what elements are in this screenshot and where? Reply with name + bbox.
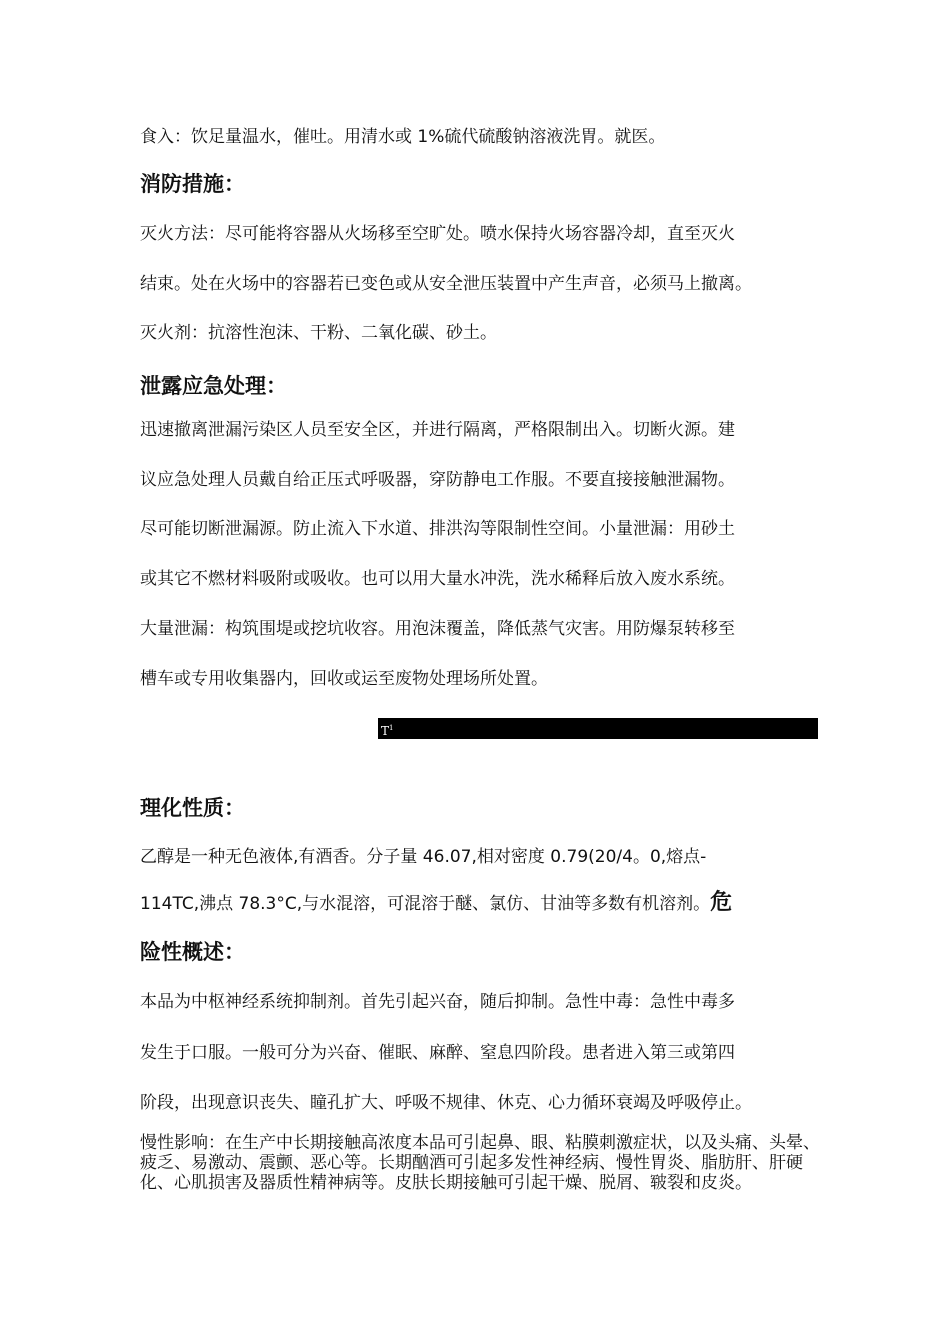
extinguish-method-line-1: 灭火方法：尽可能将容器从火场移至空旷处。喷水保持火场容器冷却，直至灭火 — [140, 224, 735, 244]
hazard-line-1: 本品为中枢神经系统抑制剂。首先引起兴奋，随后抑制。急性中毒：急性中毒多 — [140, 992, 735, 1012]
hazard-heading-start: 危 — [710, 890, 733, 915]
hazard-line-3: 阶段，出现意识丧失、瞳孔扩大、呼吸不规律、休克、心力循环衰竭及呼吸停止。 — [140, 1093, 752, 1113]
extinguish-method-line-2: 结束。处在火场中的容器若已变色或从安全泄压装置中产生声音，必须马上撤离。 — [140, 274, 752, 294]
hazard-line-2: 发生于口服。一般可分为兴奋、催眠、麻醉、窒息四阶段。患者进入第三或第四 — [140, 1043, 735, 1063]
leak-line-2: 议应急处理人员戴自给正压式呼吸器，穿防静电工作服。不要直接接触泄漏物。 — [140, 470, 735, 490]
leak-line-3: 尽可能切断泄漏源。防止流入下水道、排洪沟等限制性空间。小量泄漏：用砂土 — [140, 519, 735, 539]
physical-properties-heading: 理化性质： — [140, 796, 245, 820]
properties-line-2 — [140, 891, 732, 916]
redaction-bar — [378, 718, 818, 739]
properties-line-2-text: 114TC,沸点 78.3°C,与水混溶，可混溶于醚、氯仿、甘油等多数有机溶剂。 — [140, 894, 711, 914]
leak-response-heading: 泄露应急处理： — [140, 374, 287, 398]
leak-line-5: 大量泄漏：构筑围堤或挖坑收容。用泡沫覆盖，降低蒸气灾害。用防爆泵转移至 — [140, 619, 735, 639]
leak-line-1: 迅速撤离泄漏污染区人员至安全区，并进行隔离，严格限制出入。切断火源。建 — [140, 420, 735, 440]
leak-line-6: 槽车或专用收集器内，回收或运至废物处理场所处置。 — [140, 669, 548, 689]
extinguishing-agent-line: 灭火剂：抗溶性泡沫、干粉、二氧化碳、砂土。 — [140, 323, 497, 343]
hazard-overview-heading: 险性概述： — [140, 940, 245, 964]
ingestion-line: 食入：饮足量温水，催吐。用清水或 1%硫代硫酸钠溶液洗胃。就医。 — [140, 127, 666, 147]
bar-label — [381, 720, 393, 739]
bar-label-text: T — [381, 724, 390, 738]
chronic-effects-paragraph: 慢性影响：在生产中长期接触高浓度本品可引起鼻、眼、粘膜刺激症状，以及头痛、头晕、疲乏、易激动、震颤、恶心等。长期酗酒可引起多发性神经病、慢性胃炎、脂肪肝、肝硬化、心肌损害及器质性精神病等。皮肤长期接触可引起干燥、脱屑、皲裂和皮炎。 — [140, 1133, 820, 1193]
properties-line-1: 乙醇是一种无色液体,有酒香。分子量 46.07,相对密度 0.79(20/4。0,熔点- — [140, 847, 707, 867]
bar-label-sup: 1 — [389, 724, 394, 732]
fire-measures-heading: 消防措施： — [140, 172, 245, 196]
leak-line-4: 或其它不燃材料吸附或吸收。也可以用大量水冲洗，洗水稀释后放入废水系统。 — [140, 569, 735, 589]
